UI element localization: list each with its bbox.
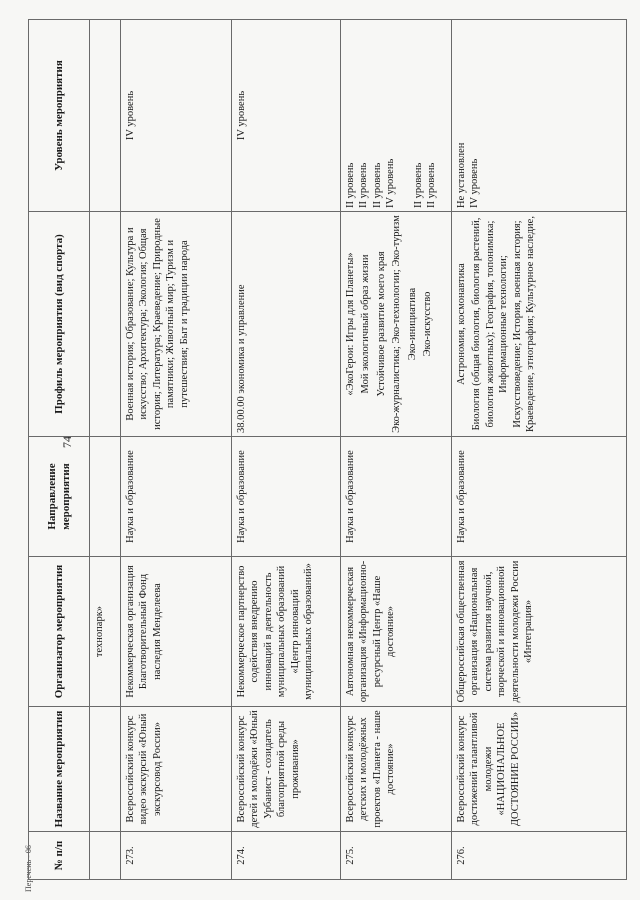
- table-row: [452, 20, 627, 880]
- event-organizer: Общероссийская общественная организация «Национальная система развития научной, творческой и инновационной деятельности молодежи России «Интеграция»: [452, 557, 627, 707]
- event-direction: Наука и образование: [121, 437, 232, 557]
- profile-item: «ЭкоГерои: Игры для Планеты»: [345, 252, 356, 396]
- profile-item: Эко-журналистика; Эко-технологии; Эко-туризм: [391, 215, 403, 433]
- event-organizer: Некоммерческое партнерство содействия внедрению инноваций в деятельность муниципальных образований «Центр инноваций муниципальных образований»: [232, 557, 341, 707]
- event-profile-list: [341, 212, 452, 437]
- header-level: Уровень мероприятия: [29, 20, 90, 212]
- continuation-organizer: технопарк»: [90, 557, 121, 707]
- row-number: 274.: [232, 832, 341, 880]
- level-item: II уровень: [371, 162, 383, 208]
- table-row: [341, 20, 452, 880]
- event-level: IV уровень: [121, 20, 232, 212]
- event-profile: Военная история; Образование; Культура и искусство; Архитектура; Экология; Общая история; Литература; Краеведение; Природные памятники; Животный мир; Туризм и путешествия; Быт и традиции народа: [121, 212, 232, 437]
- level-item: II уровень: [345, 162, 356, 208]
- row-number: 276.: [452, 832, 627, 880]
- header-direction: Направление мероприятия: [29, 437, 90, 557]
- level-item: IV уровень: [469, 158, 481, 208]
- profile-item: Эко-инициатива: [406, 287, 418, 361]
- event-organizer: Некоммерческая организация Благотворительный Фонд наследия Менделеева: [121, 557, 232, 707]
- profile-item: Устойчивое развитие моего края: [375, 251, 387, 397]
- level-item: IV уровень: [385, 158, 397, 208]
- event-profile: 38.00.00 экономика и управление: [232, 212, 341, 437]
- header-num: № п/п: [29, 832, 90, 880]
- event-direction: Наука и образование: [341, 437, 452, 557]
- event-level-list: [341, 20, 452, 212]
- events-table: [28, 19, 627, 880]
- event-direction: Наука и образование: [232, 437, 341, 557]
- row-number: 275.: [341, 832, 452, 880]
- event-name: Всероссийский конкурс детей и молодёжи «Юный Урбанист - созидатель благоприятной среды проживания»: [232, 707, 341, 832]
- events-table-page: [28, 20, 620, 880]
- table-row: [121, 20, 232, 880]
- header-profile: Профиль мероприятия (вид спорта): [29, 212, 90, 437]
- event-name: Всероссийский конкурс видео экскурсий «Юный экскурсовод России»: [121, 707, 232, 832]
- level-item: Не установлен: [456, 142, 467, 208]
- table-row: [232, 20, 341, 880]
- table-header-row: [29, 20, 90, 880]
- event-name: Всероссийский конкурс детских и молодёжных проектов «Планета - наше достояние»: [341, 707, 452, 832]
- event-level: IV уровень: [232, 20, 341, 212]
- level-item: II уровень: [412, 162, 424, 208]
- page-footer: Перечень - 06: [24, 845, 33, 892]
- event-direction: Наука и образование: [452, 437, 627, 557]
- level-item: II уровень: [426, 162, 438, 208]
- profile-item: Биология (общая биология, биология растений, биология животных); География, топонимика; Информационные технологии; Искусствоведение; История, военная история; Краеведение, этнография; Культурное наследие,: [471, 216, 537, 432]
- profile-item: Эко-искусство: [422, 291, 434, 357]
- profile-item: Астрономия, космонавтика: [456, 263, 467, 385]
- row-number: 273.: [121, 832, 232, 880]
- level-item: II уровень: [358, 162, 370, 208]
- profile-item: Мой экологичный образ жизни: [360, 254, 372, 394]
- header-organizer: Организатор мероприятия: [29, 557, 90, 707]
- page-number: 74: [60, 436, 74, 448]
- header-name: Название мероприятия: [29, 707, 90, 832]
- event-profile-list: [452, 212, 627, 437]
- event-name: Всероссийский конкурс достижений талантливой молодежи «НАЦИОНАЛЬНОЕ ДОСТОЯНИЕ РОССИИ»: [452, 707, 627, 832]
- event-organizer: Автономная некоммерческая организация «Информационно-ресурсный Центр «Наше достояние»: [341, 557, 452, 707]
- event-level-list: [452, 20, 627, 212]
- table-row-continuation: [90, 20, 121, 880]
